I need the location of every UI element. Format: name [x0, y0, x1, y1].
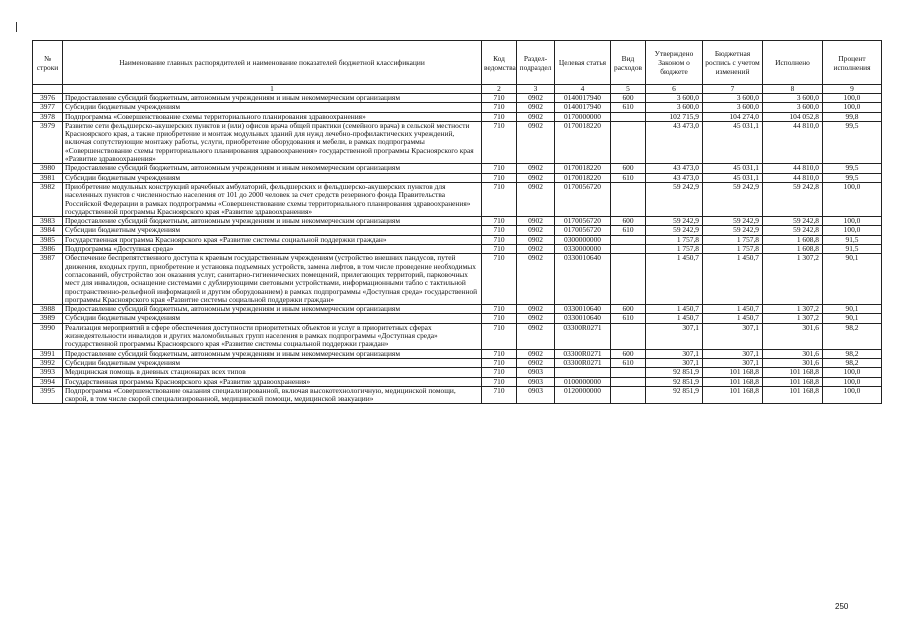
row-number: 3994 [33, 377, 63, 386]
table-body [33, 94, 882, 404]
row-executed-amount: 59 242,8 [763, 217, 823, 226]
row-section-code: 0902 [517, 235, 555, 244]
row-expense-type [611, 377, 646, 386]
table-row [33, 245, 882, 254]
row-execution-percent: 90,1 [823, 305, 882, 314]
row-approved-amount: 43 473,0 [646, 173, 703, 182]
row-ved-code: 710 [482, 217, 517, 226]
row-target-article: 0170056720 [555, 217, 611, 226]
header-ved: Код ведомства [482, 41, 517, 85]
table-row [33, 323, 882, 349]
header-num: № строки [33, 41, 63, 85]
row-section-code: 0902 [517, 182, 555, 216]
row-execution-percent: 99,5 [823, 164, 882, 173]
table-row [33, 121, 882, 163]
table-row [33, 349, 882, 358]
row-approved-amount: 1 757,8 [646, 235, 703, 244]
table-row [33, 254, 882, 305]
row-ved-code: 710 [482, 103, 517, 112]
table-row [33, 112, 882, 121]
col-number: 5 [611, 85, 646, 94]
row-name: Предоставление субсидий бюджетным, автономным учреждениям и иным некоммерческим организациям [63, 94, 482, 103]
row-execution-percent: 90,1 [823, 254, 882, 305]
row-executed-amount: 1 307,2 [763, 305, 823, 314]
row-approved-amount: 307,1 [646, 349, 703, 358]
header-razdel: Раздел-подраздел [517, 41, 555, 85]
row-expense-type: 600 [611, 349, 646, 358]
row-ved-code: 710 [482, 182, 517, 216]
row-name: Субсидии бюджетным учреждениям [63, 173, 482, 182]
row-target-article [555, 368, 611, 377]
row-approved-amount: 307,1 [646, 323, 703, 349]
row-schedule-amount: 101 168,8 [703, 386, 763, 404]
row-target-article: 0140017940 [555, 103, 611, 112]
col-number: 8 [763, 85, 823, 94]
row-approved-amount: 92 851,9 [646, 386, 703, 404]
row-target-article: 0120000000 [555, 386, 611, 404]
table-row [33, 103, 882, 112]
row-number: 3992 [33, 358, 63, 367]
row-section-code: 0903 [517, 377, 555, 386]
budget-table-sheet [32, 40, 881, 404]
row-expense-type [611, 368, 646, 377]
row-ved-code: 710 [482, 386, 517, 404]
row-ved-code: 710 [482, 377, 517, 386]
row-schedule-amount: 104 274,0 [703, 112, 763, 121]
table-row [33, 226, 882, 235]
row-execution-percent: 100,0 [823, 377, 882, 386]
row-expense-type [611, 121, 646, 163]
row-number: 3985 [33, 235, 63, 244]
row-target-article: 0330010640 [555, 305, 611, 314]
row-target-article: 03300R0271 [555, 323, 611, 349]
row-approved-amount: 1 450,7 [646, 254, 703, 305]
row-section-code: 0902 [517, 112, 555, 121]
row-number: 3991 [33, 349, 63, 358]
row-ved-code: 710 [482, 314, 517, 323]
row-execution-percent: 98,2 [823, 323, 882, 349]
row-ved-code: 710 [482, 245, 517, 254]
row-expense-type [611, 112, 646, 121]
row-executed-amount: 1 608,8 [763, 245, 823, 254]
row-name: Субсидии бюджетным учреждениям [63, 226, 482, 235]
row-schedule-amount: 59 242,9 [703, 182, 763, 216]
row-schedule-amount: 45 031,1 [703, 164, 763, 173]
row-target-article: 0140017940 [555, 94, 611, 103]
table-row [33, 182, 882, 216]
column-number-row [33, 85, 882, 94]
row-number: 3986 [33, 245, 63, 254]
row-expense-type: 600 [611, 217, 646, 226]
row-name: Государственная программа Красноярского края «Развитие системы социальной поддержки граждан» [63, 235, 482, 244]
row-approved-amount: 43 473,0 [646, 164, 703, 173]
row-expense-type [611, 245, 646, 254]
row-ved-code: 710 [482, 235, 517, 244]
table-row [33, 358, 882, 367]
row-schedule-amount: 1 757,8 [703, 235, 763, 244]
row-ved-code: 710 [482, 305, 517, 314]
row-expense-type: 610 [611, 314, 646, 323]
row-name: Подпрограмма «Совершенствование схемы территориального планирования здравоохранения» [63, 112, 482, 121]
row-name: Субсидии бюджетным учреждениям [63, 103, 482, 112]
header-rosp: Бюджетная роспись с учетом изменений [703, 41, 763, 85]
row-number: 3987 [33, 254, 63, 305]
row-executed-amount: 101 168,8 [763, 386, 823, 404]
table-row [33, 173, 882, 182]
row-name: Медицинская помощь в дневных стационарах всех типов [63, 368, 482, 377]
table-row [33, 314, 882, 323]
row-ved-code: 710 [482, 164, 517, 173]
table-row [33, 164, 882, 173]
row-expense-type: 610 [611, 173, 646, 182]
row-name: Государственная программа Красноярского края «Развитие здравоохранения» [63, 377, 482, 386]
budget-execution-table [32, 40, 882, 404]
row-approved-amount: 92 851,9 [646, 368, 703, 377]
row-execution-percent: 99,5 [823, 173, 882, 182]
row-name: Предоставление субсидий бюджетным, автономным учреждениям и иным некоммерческим организациям [63, 217, 482, 226]
row-executed-amount: 301,6 [763, 358, 823, 367]
row-section-code: 0902 [517, 314, 555, 323]
row-number: 3978 [33, 112, 63, 121]
row-approved-amount: 43 473,0 [646, 121, 703, 163]
row-executed-amount: 59 242,8 [763, 226, 823, 235]
row-execution-percent: 100,0 [823, 103, 882, 112]
row-execution-percent: 100,0 [823, 94, 882, 103]
row-expense-type [611, 182, 646, 216]
row-number: 3984 [33, 226, 63, 235]
row-expense-type: 600 [611, 164, 646, 173]
table-row [33, 217, 882, 226]
row-executed-amount: 44 810,0 [763, 121, 823, 163]
row-section-code: 0903 [517, 368, 555, 377]
col-number: 3 [517, 85, 555, 94]
row-ved-code: 710 [482, 112, 517, 121]
row-name: Обеспечение беспрепятственного доступа к краевым государственным учреждениям (устройство внешних пандусов, путей движения, входных групп, приобретение и установка подъемных устройств, замена лифтов, в том числе проведение необходимых согласований, обустройство зон оказания услуг, санитарно-гигиенических помещений, прилегающих территорий, парковочных мест для инвалидов, оснащение системами с дублирующими световыми устройствами, информационными табло с тактильной пространственно-рельефной информацией и другим оборудованием) в рамках подпрограммы «Доступная среда» государственной программы Красноярского края «Развитие системы социальной поддержки граждан» [63, 254, 482, 305]
row-target-article: 03300R0271 [555, 358, 611, 367]
table-row [33, 368, 882, 377]
row-execution-percent: 100,0 [823, 368, 882, 377]
row-executed-amount: 1 307,2 [763, 314, 823, 323]
col-number: 6 [646, 85, 703, 94]
row-section-code: 0902 [517, 226, 555, 235]
row-schedule-amount: 101 168,8 [703, 377, 763, 386]
header-utv: Утверждено Законом о бюджете [646, 41, 703, 85]
header-proc: Процент исполнения [823, 41, 882, 85]
row-section-code: 0902 [517, 121, 555, 163]
row-approved-amount: 1 450,7 [646, 305, 703, 314]
row-executed-amount: 301,6 [763, 349, 823, 358]
row-schedule-amount: 45 031,1 [703, 121, 763, 163]
row-expense-type [611, 386, 646, 404]
row-section-code: 0902 [517, 94, 555, 103]
row-name: Предоставление субсидий бюджетным, автономным учреждениям и иным некоммерческим организациям [63, 305, 482, 314]
row-schedule-amount: 307,1 [703, 349, 763, 358]
row-ved-code: 710 [482, 94, 517, 103]
row-ved-code: 710 [482, 121, 517, 163]
row-approved-amount: 59 242,9 [646, 182, 703, 216]
row-name: Подпрограмма «Совершенствование оказания специализированной, включая высокотехнологичную, медицинской помощи, скорой, в том числе скорой специализированной, медицинской помощи, медицинской эвакуации» [63, 386, 482, 404]
row-schedule-amount: 1 450,7 [703, 254, 763, 305]
row-executed-amount: 1 307,2 [763, 254, 823, 305]
row-name: Субсидии бюджетным учреждениям [63, 358, 482, 367]
col-number [33, 85, 63, 94]
row-section-code: 0902 [517, 305, 555, 314]
row-executed-amount: 1 608,8 [763, 235, 823, 244]
row-approved-amount: 102 715,9 [646, 112, 703, 121]
row-execution-percent: 98,2 [823, 358, 882, 367]
row-schedule-amount: 3 600,0 [703, 103, 763, 112]
row-section-code: 0903 [517, 386, 555, 404]
row-schedule-amount: 3 600,0 [703, 94, 763, 103]
row-executed-amount: 44 810,0 [763, 173, 823, 182]
row-execution-percent: 91,5 [823, 245, 882, 254]
row-number: 3981 [33, 173, 63, 182]
row-number: 3977 [33, 103, 63, 112]
row-target-article: 0170018220 [555, 173, 611, 182]
row-approved-amount: 307,1 [646, 358, 703, 367]
row-execution-percent: 90,1 [823, 314, 882, 323]
row-approved-amount: 59 242,9 [646, 226, 703, 235]
row-name: Предоставление субсидий бюджетным, автономным учреждениям и иным некоммерческим организациям [63, 164, 482, 173]
row-name: Предоставление субсидий бюджетным, автономным учреждениям и иным некоммерческим организациям [63, 349, 482, 358]
page-number: 250 [835, 602, 849, 611]
row-target-article: 0300000000 [555, 235, 611, 244]
row-target-article: 03300R0271 [555, 349, 611, 358]
row-number: 3990 [33, 323, 63, 349]
row-target-article: 0170000000 [555, 112, 611, 121]
row-schedule-amount: 1 450,7 [703, 314, 763, 323]
header-cel: Целевая статья [555, 41, 611, 85]
row-ved-code: 710 [482, 368, 517, 377]
row-ved-code: 710 [482, 226, 517, 235]
row-number: 3982 [33, 182, 63, 216]
row-schedule-amount: 307,1 [703, 358, 763, 367]
row-executed-amount: 104 052,8 [763, 112, 823, 121]
row-target-article: 0330010640 [555, 314, 611, 323]
row-approved-amount: 1 757,8 [646, 245, 703, 254]
row-name: Подпрограмма «Доступная среда» [63, 245, 482, 254]
row-expense-type: 610 [611, 358, 646, 367]
row-ved-code: 710 [482, 349, 517, 358]
row-section-code: 0902 [517, 323, 555, 349]
row-name: Развитие сети фельдшерско-акушерских пунктов и (или) офисов врача общей практики (семейного врача) в сельской местности Красноярского края, а также приобретение и монтаж модульных зданий для нужд лечебно-профилактических учреждений, включая сопутствующие монтажу работы, услуги, приобретение оборудования и мебели, в рамках подпрограммы «Совершенствование схемы территориального планирования здравоохранения» государственной программы Красноярского края «Развитие здравоохранения» [63, 121, 482, 163]
row-executed-amount: 44 810,0 [763, 164, 823, 173]
col-number: 1 [63, 85, 482, 94]
row-ved-code: 710 [482, 323, 517, 349]
row-section-code: 0902 [517, 254, 555, 305]
row-section-code: 0902 [517, 358, 555, 367]
table-row [33, 94, 882, 103]
row-number: 3993 [33, 368, 63, 377]
row-execution-percent: 99,8 [823, 112, 882, 121]
row-executed-amount: 301,6 [763, 323, 823, 349]
row-expense-type: 610 [611, 103, 646, 112]
table-header-row [33, 41, 882, 85]
row-ved-code: 710 [482, 358, 517, 367]
row-section-code: 0902 [517, 349, 555, 358]
row-number: 3980 [33, 164, 63, 173]
row-section-code: 0902 [517, 164, 555, 173]
row-execution-percent: 100,0 [823, 386, 882, 404]
row-name: Реализация мероприятий в сфере обеспечения доступности приоритетных объектов и услуг в приоритетных сферах жизнедеятельности инвалидов и других маломобильных групп населения в рамках подпрограммы «Доступная среда» государственной программы Красноярского края «Развитие системы социальной поддержки граждан» [63, 323, 482, 349]
row-execution-percent: 100,0 [823, 226, 882, 235]
row-section-code: 0902 [517, 245, 555, 254]
row-executed-amount: 3 600,0 [763, 103, 823, 112]
row-section-code: 0902 [517, 103, 555, 112]
row-executed-amount: 59 242,8 [763, 182, 823, 216]
col-number: 9 [823, 85, 882, 94]
row-execution-percent: 98,2 [823, 349, 882, 358]
row-executed-amount: 101 168,8 [763, 368, 823, 377]
row-target-article: 0170056720 [555, 226, 611, 235]
row-expense-type [611, 323, 646, 349]
col-number: 7 [703, 85, 763, 94]
row-expense-type: 610 [611, 226, 646, 235]
row-schedule-amount: 1 757,8 [703, 245, 763, 254]
row-expense-type: 600 [611, 94, 646, 103]
row-approved-amount: 59 242,9 [646, 217, 703, 226]
row-execution-percent: 99,5 [823, 121, 882, 163]
row-approved-amount: 3 600,0 [646, 94, 703, 103]
col-number: 4 [555, 85, 611, 94]
row-schedule-amount: 307,1 [703, 323, 763, 349]
row-name: Субсидии бюджетным учреждениям [63, 314, 482, 323]
row-schedule-amount: 1 450,7 [703, 305, 763, 314]
row-schedule-amount: 101 168,8 [703, 368, 763, 377]
header-isp: Исполнено [763, 41, 823, 85]
row-execution-percent: 91,5 [823, 235, 882, 244]
row-expense-type [611, 235, 646, 244]
row-number: 3979 [33, 121, 63, 163]
row-number: 3989 [33, 314, 63, 323]
row-execution-percent: 100,0 [823, 217, 882, 226]
row-target-article: 0170018220 [555, 164, 611, 173]
row-approved-amount: 1 450,7 [646, 314, 703, 323]
row-number: 3983 [33, 217, 63, 226]
row-approved-amount: 92 851,9 [646, 377, 703, 386]
header-name: Наименование главных распорядителей и наименование показателей бюджетной классификации [63, 41, 482, 85]
row-number: 3995 [33, 386, 63, 404]
row-executed-amount: 101 168,8 [763, 377, 823, 386]
table-row [33, 235, 882, 244]
row-expense-type: 600 [611, 305, 646, 314]
row-schedule-amount: 45 031,1 [703, 173, 763, 182]
row-number: 3976 [33, 94, 63, 103]
table-row [33, 305, 882, 314]
row-execution-percent: 100,0 [823, 182, 882, 216]
table-row [33, 377, 882, 386]
row-ved-code: 710 [482, 254, 517, 305]
row-expense-type [611, 254, 646, 305]
row-target-article: 0330010640 [555, 254, 611, 305]
row-section-code: 0902 [517, 217, 555, 226]
row-ved-code: 710 [482, 173, 517, 182]
row-section-code: 0902 [517, 173, 555, 182]
row-number: 3988 [33, 305, 63, 314]
row-target-article: 0170056720 [555, 182, 611, 216]
page-edge-mark [16, 22, 17, 32]
col-number: 2 [482, 85, 517, 94]
row-approved-amount: 3 600,0 [646, 103, 703, 112]
row-target-article: 0100000000 [555, 377, 611, 386]
row-target-article: 0170018220 [555, 121, 611, 163]
row-executed-amount: 3 600,0 [763, 94, 823, 103]
row-schedule-amount: 59 242,9 [703, 217, 763, 226]
table-row [33, 386, 882, 404]
row-target-article: 0330000000 [555, 245, 611, 254]
row-name: Приобретение модульных конструкций врачебных амбулаторий, фельдшерских и фельдшерско-акушерских пунктов для населенных пунктов с численностью населения от 101 до 2000 человек за счет средств резервного фонда Правительства Российской Федерации в рамках подпрограммы «Совершенствование схемы территориального планирования здравоохранения» государственной программы Красноярского края «Развитие здравоохранения» [63, 182, 482, 216]
header-vid: Вид расходов [611, 41, 646, 85]
row-schedule-amount: 59 242,9 [703, 226, 763, 235]
